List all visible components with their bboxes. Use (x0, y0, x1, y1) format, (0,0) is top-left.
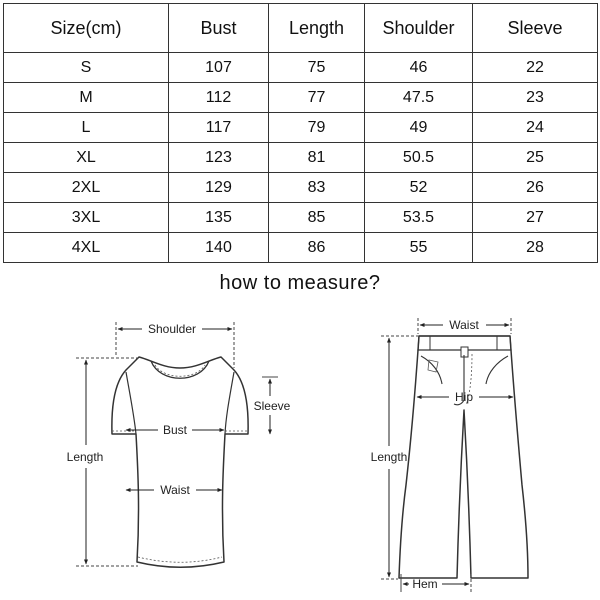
sleeve-label: Sleeve (253, 399, 291, 413)
pants-diagram (371, 318, 528, 592)
pants-hem-label: Hem (412, 577, 438, 591)
pants-waist-label: Waist (449, 318, 479, 332)
cell-bust: 135 (169, 203, 269, 233)
cell-sleeve: 24 (473, 113, 598, 143)
cell-shoulder: 50.5 (365, 143, 473, 173)
cell-sleeve: 25 (473, 143, 598, 173)
waist-label: Waist (160, 483, 190, 497)
cell-shoulder: 49 (365, 113, 473, 143)
cell-size: 3XL (4, 203, 169, 233)
cell-length: 77 (269, 83, 365, 113)
cell-size: 2XL (4, 173, 169, 203)
header-bust: Bust (169, 4, 269, 53)
cell-size: M (4, 83, 169, 113)
tshirt-outline (112, 357, 248, 567)
cell-size: L (4, 113, 169, 143)
shirt-length-label: Length (66, 450, 104, 464)
cell-length: 85 (269, 203, 365, 233)
cell-length: 81 (269, 143, 365, 173)
cell-length: 79 (269, 113, 365, 143)
cell-sleeve: 28 (473, 233, 598, 263)
header-size: Size(cm) (4, 4, 169, 53)
cell-bust: 117 (169, 113, 269, 143)
cell-length: 83 (269, 173, 365, 203)
bust-label: Bust (162, 423, 188, 437)
tshirt-diagram (67, 322, 291, 567)
cell-bust: 129 (169, 173, 269, 203)
cell-size: S (4, 53, 169, 83)
cell-size: 4XL (4, 233, 169, 263)
cell-sleeve: 23 (473, 83, 598, 113)
cell-shoulder: 55 (365, 233, 473, 263)
cell-size: XL (4, 143, 169, 173)
pants-length-label: Length (370, 450, 408, 464)
cell-shoulder: 47.5 (365, 83, 473, 113)
header-shoulder: Shoulder (365, 4, 473, 53)
cell-bust: 107 (169, 53, 269, 83)
pants-hip-label: Hip (454, 390, 474, 404)
cell-shoulder: 52 (365, 173, 473, 203)
header-sleeve: Sleeve (473, 4, 598, 53)
cell-shoulder: 53.5 (365, 203, 473, 233)
cell-sleeve: 26 (473, 173, 598, 203)
cell-length: 75 (269, 53, 365, 83)
cell-shoulder: 46 (365, 53, 473, 83)
header-length: Length (269, 4, 365, 53)
cell-length: 86 (269, 233, 365, 263)
cell-bust: 140 (169, 233, 269, 263)
cell-bust: 123 (169, 143, 269, 173)
cell-bust: 112 (169, 83, 269, 113)
cell-sleeve: 27 (473, 203, 598, 233)
how-to-measure-heading: how to measure? (219, 272, 381, 294)
shoulder-label: Shoulder (147, 322, 197, 336)
cell-sleeve: 22 (473, 53, 598, 83)
